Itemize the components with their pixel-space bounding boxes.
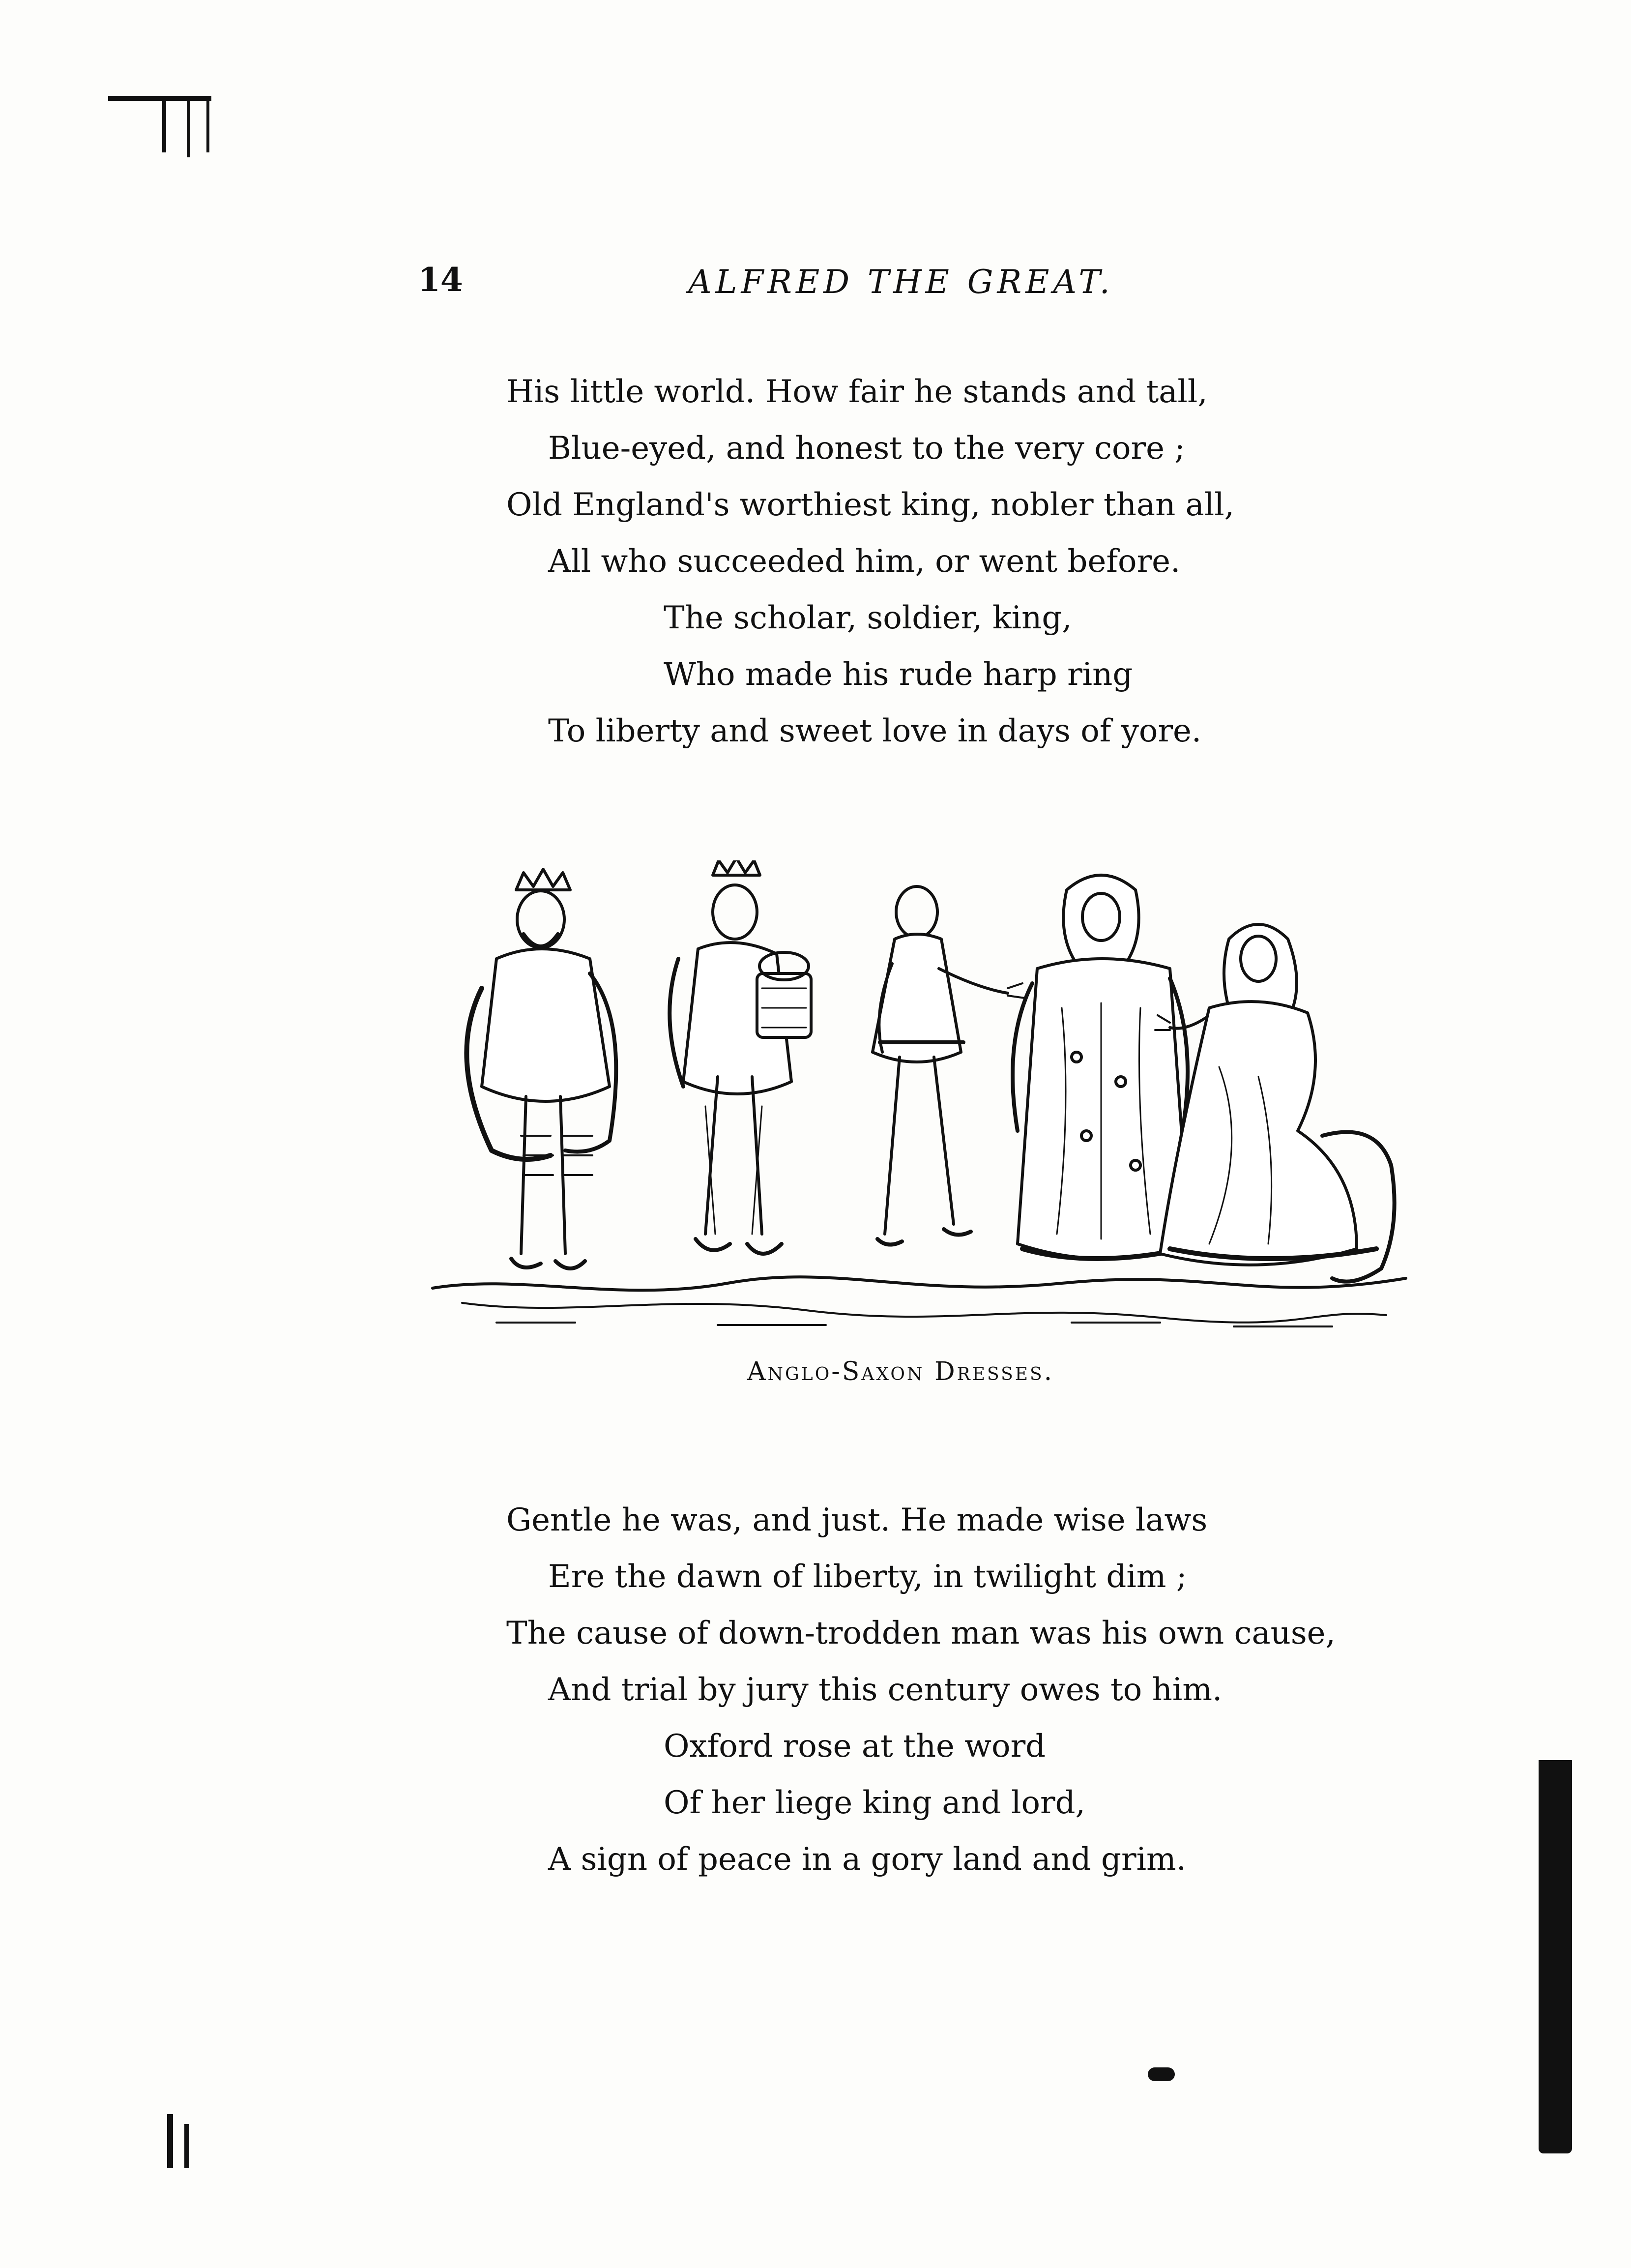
page-number: 14 <box>418 261 463 299</box>
verse-line: Ere the dawn of liberty, in twilight dim ; <box>548 1559 1187 1595</box>
scan-mark-top-left <box>187 98 190 157</box>
verse-line: The cause of down-trodden man was his own cause, <box>506 1615 1336 1651</box>
scan-mark-top-left <box>206 98 209 152</box>
figure-woman-seated <box>1155 924 1395 1282</box>
figure-king-cloaked <box>466 869 616 1268</box>
verse-line: Who made his rude harp ring <box>664 656 1133 693</box>
verse-line: The scholar, soldier, king, <box>664 600 1072 636</box>
verse-line: Oxford rose at the word <box>664 1728 1046 1765</box>
ink-blot <box>1148 2067 1175 2081</box>
scan-mark-top-left <box>162 98 166 152</box>
scan-mark-bottom-left <box>184 2124 189 2168</box>
figure-youth-tunic <box>873 886 1025 1244</box>
verse-line: Gentle he was, and just. He made wise laws <box>506 1502 1208 1538</box>
running-title: ALFRED THE GREAT. <box>688 263 1114 301</box>
verse-line: And trial by jury this century owes to him. <box>548 1672 1223 1708</box>
verse-line: Old England's worthiest king, nobler than all, <box>506 487 1235 523</box>
anglo-saxon-figures-illustration <box>423 860 1416 1332</box>
scan-mark-bottom-left <box>167 2114 173 2168</box>
scan-mark-top-left <box>108 96 211 101</box>
scan-edge-right <box>1539 1760 1572 2153</box>
verse-line: To liberty and sweet love in days of yore. <box>548 713 1202 749</box>
figure-caption: Anglo-Saxon Dresses. <box>747 1357 1054 1386</box>
verse-line: A sign of peace in a gory land and grim. <box>548 1841 1187 1878</box>
verse-line: Of her liege king and lord, <box>664 1785 1085 1821</box>
figure-king-holding <box>670 860 811 1254</box>
figure-woman-standing <box>1013 875 1190 1259</box>
verse-line: His little world. How fair he stands and tall, <box>506 374 1208 410</box>
verse-line: All who succeeded him, or went before. <box>548 543 1181 580</box>
verse-line: Blue-eyed, and honest to the very core ; <box>548 430 1185 467</box>
